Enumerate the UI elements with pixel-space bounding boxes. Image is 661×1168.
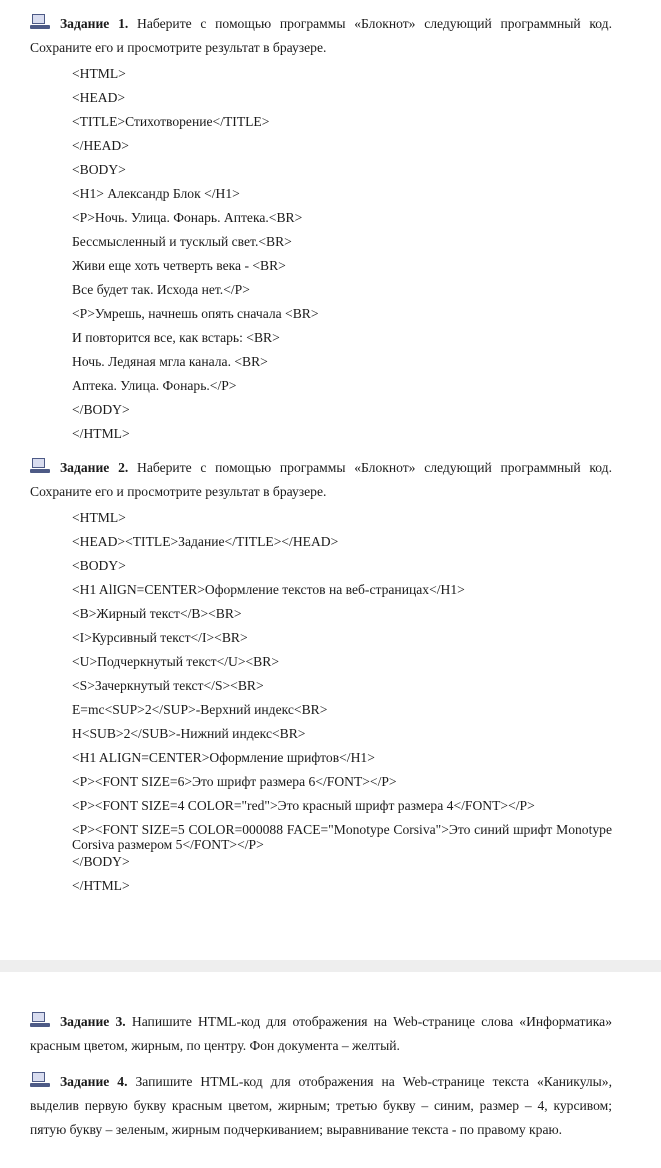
code-line: </BODY> bbox=[72, 854, 130, 869]
code-line: <S>Зачеркнутый текст</S><BR> bbox=[72, 678, 264, 693]
code-line: Все будет так. Исхода нет.</P> bbox=[72, 282, 250, 297]
task-2-heading bbox=[30, 456, 612, 504]
computer-icon bbox=[30, 1012, 50, 1028]
code-line: <TITLE>Стихотворение</TITLE> bbox=[72, 114, 270, 129]
code-line: Ночь. Ледяная мгла канала. <BR> bbox=[72, 354, 268, 369]
task-2-text: Наберите с помощью программы «Блокнот» следующий программный код. Сохраните его и просмотрите результат в браузере. bbox=[30, 460, 612, 499]
code-line: <B>Жирный текст</B><BR> bbox=[72, 606, 242, 621]
code-line: H<SUB>2</SUB>-Нижний индекс<BR> bbox=[72, 726, 306, 741]
code-line: <P><FONT SIZE=4 COLOR="red">Это красный шрифт размера 4</FONT></P> bbox=[72, 798, 535, 813]
task-3-title: Задание 3. bbox=[60, 1014, 126, 1029]
document-page-2 bbox=[0, 972, 661, 1168]
task-2-code-listing bbox=[72, 506, 612, 898]
code-line: Аптека. Улица. Фонарь.</P> bbox=[72, 378, 237, 393]
code-line: </HTML> bbox=[72, 878, 130, 893]
code-line: <BODY> bbox=[72, 162, 126, 177]
computer-icon bbox=[30, 1072, 50, 1088]
code-line: <H1> Александр Блок </H1> bbox=[72, 186, 240, 201]
code-line: <BODY> bbox=[72, 558, 126, 573]
computer-icon bbox=[30, 14, 50, 30]
code-line: <HEAD><TITLE>Задание</TITLE></HEAD> bbox=[72, 534, 339, 549]
code-line: И повторится все, как встарь: <BR> bbox=[72, 330, 280, 345]
code-line: </BODY> bbox=[72, 402, 130, 417]
code-line: <H1 AlIGN=CENTER>Оформление текстов на веб-страницах</H1> bbox=[72, 582, 465, 597]
task-3-text: Напишите HTML-код для отображения на Web-странице слова «Информатика» красным цветом, жирным, по центру. Фон документа – желтый. bbox=[30, 1014, 612, 1053]
task-2-title: Задание 2. bbox=[60, 460, 129, 475]
computer-icon bbox=[30, 458, 50, 474]
task-1-text: Наберите с помощью программы «Блокнот» следующий программный код. Сохраните его и просмотрите результат в браузере. bbox=[30, 16, 612, 55]
code-line: Бессмысленный и тусклый свет.<BR> bbox=[72, 234, 292, 249]
code-line: </HEAD> bbox=[72, 138, 129, 153]
task-3-heading bbox=[30, 1010, 612, 1058]
code-line: Живи еще хоть четверть века - <BR> bbox=[72, 258, 286, 273]
task-1-heading bbox=[30, 12, 612, 60]
code-line: <P><FONT SIZE=6>Это шрифт размера 6</FONT></P> bbox=[72, 774, 397, 789]
code-line: <P>Ночь. Улица. Фонарь. Аптека.<BR> bbox=[72, 210, 303, 225]
code-line: </HTML> bbox=[72, 426, 130, 441]
code-line: <I>Курсивный текст</I><BR> bbox=[72, 630, 248, 645]
task-4-text: Запишите HTML-код для отображения на Web-странице текста «Каникулы», выделив первую букву красным цветом, жирным; третью букву – синим, размер – 4, курсивом; пятую букву – зеленым, жирным подчеркиванием; выравнивание текста - по правому краю. bbox=[30, 1074, 613, 1137]
task-4-heading bbox=[30, 1070, 612, 1142]
code-line: E=mc<SUP>2</SUP>-Верхний индекс<BR> bbox=[72, 702, 328, 717]
code-line: <HTML> bbox=[72, 66, 126, 81]
task-4-title: Задание 4. bbox=[60, 1074, 128, 1089]
code-line: <HTML> bbox=[72, 510, 126, 525]
task-1-code-listing bbox=[72, 62, 612, 446]
code-line: <P>Умрешь, начнешь опять сначала <BR> bbox=[72, 306, 319, 321]
code-line: <H1 ALIGN=CENTER>Оформление шрифтов</H1> bbox=[72, 750, 375, 765]
code-line: <P><FONT SIZE=5 COLOR=000088 FACE="Monotype Corsiva">Это синий шрифт Monotype Corsiva размером 5</FONT></P> bbox=[72, 822, 612, 852]
code-line: <U>Подчеркнутый текст</U><BR> bbox=[72, 654, 279, 669]
code-line: <HEAD> bbox=[72, 90, 126, 105]
task-1-title: Задание 1. bbox=[60, 16, 129, 31]
page-separator bbox=[0, 960, 661, 972]
